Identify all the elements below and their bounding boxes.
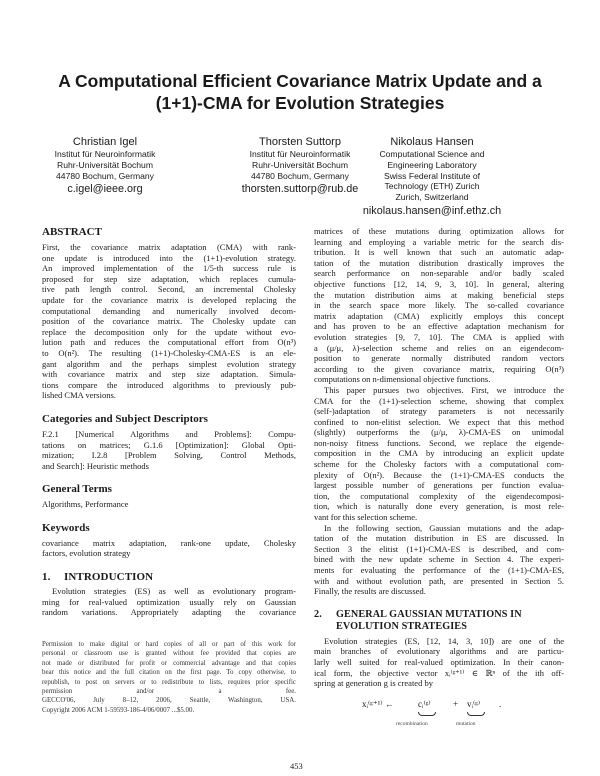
author-affiliation: Computational Science and <box>379 149 485 159</box>
text-line: Finally, the results are discussed. <box>314 586 426 597</box>
text-line: proposed for step size adaptation, which replaces cumula- <box>42 273 296 284</box>
text-line: spring at generation g is created by <box>314 678 433 689</box>
text-line: republish, to post on servers or to redistribute to lists, requires prior specific <box>42 678 296 686</box>
text-line: covariance matrix adaptation, rank-one update, Cholesky <box>42 537 296 548</box>
equation-end: . <box>499 698 502 709</box>
mutation-label: mutation <box>456 720 476 727</box>
text-line: tation of the mutation distribution in ES are discussed. In <box>314 533 564 544</box>
recombination-label: recombination <box>396 720 428 727</box>
text-line: tive path length control. Second, an incremental Cholesky <box>42 284 296 295</box>
text-line: (self-)adaptation of strategy parameters is not necessarily <box>314 406 564 417</box>
text-line: the mutation distribution aims at making beneficial steps <box>314 289 564 300</box>
paragraph <box>314 523 564 597</box>
text-line: ments for evaluating the performance of the (1+1)-CMA-ES, <box>314 565 564 575</box>
equation <box>314 695 564 735</box>
text-line: F.2.1 [Numerical Algorithms and Problems]: Compu- <box>42 428 296 439</box>
text-line: computations on n-dimensional objective functions. <box>314 374 491 385</box>
copyright-footnote <box>42 640 296 715</box>
text-line: factors, evolution strategy <box>42 548 131 559</box>
text-line: Permission to make digital or hard copies of all or part of this work for <box>42 641 296 648</box>
text-line: composition in the CMA by introducing an explicit update <box>314 448 564 459</box>
section-2-heading <box>314 609 564 633</box>
text-line: learning and employing a variable metric for the search dis- <box>314 236 564 247</box>
text-line: Copyright 2006 ACM 1-59593-186-4/06/0007 ...$5.00. <box>42 706 195 714</box>
text-line: random variations. Appropriately adapting the covariance <box>42 607 296 618</box>
text-line: tribution. It is well known that such an automatic adap- <box>314 247 564 258</box>
introduction-text <box>42 586 296 618</box>
author-email: thorsten.suttorp@rub.de <box>241 183 359 196</box>
text-line: with covariance matrix and step size adaptation. Simula- <box>42 369 296 380</box>
text-line: bear this notice and the full citation on the first page. To copy otherwise, to <box>42 669 296 677</box>
text-line: In the following section, Gaussian mutations and the adap- <box>324 522 564 533</box>
text-line: bined with the new update scheme in Section 4. The experi- <box>314 554 564 565</box>
text-line: tion, which is naturally done every generation, is most rele- <box>314 501 564 512</box>
text-line: tations on matrices; G.1.6 [Optimization]: Global Opti- <box>42 439 296 450</box>
text-line: permission and/or a fee. <box>42 688 296 696</box>
text-line: one update is introduced into the (1+1)-evolution strategy. <box>42 252 296 263</box>
author-affiliation: Ruhr-Universität Bochum <box>252 159 348 170</box>
text-line: lished CMA versions. <box>42 390 116 401</box>
section-number: 2. <box>314 608 322 620</box>
categories-text <box>42 429 296 471</box>
text-line: to O(n²). The resulting (1+1)-Cholesky-CMA-ES is an ele- <box>42 347 296 358</box>
author-email: c.igel@ieee.org <box>67 183 143 196</box>
underbrace <box>418 712 436 716</box>
text-line: scheme for the Cholesky factors with a computational com- <box>314 459 564 470</box>
author-email: nikolaus.hansen@inf.ethz.ch <box>362 204 502 217</box>
author-hansen <box>337 136 527 218</box>
text-line: matrix adaptation (CMA) explicitly employs this concept <box>314 310 564 321</box>
author-igel <box>10 136 200 196</box>
right-column <box>314 226 564 735</box>
text-line: larly well suited for real-valued optimization. In their canon- <box>314 656 564 667</box>
text-line: main branches of evolutionary algorithms and are particu- <box>314 646 564 657</box>
author-affiliation: Institut für Neuroinformatik <box>54 149 156 159</box>
equation-plus: + <box>453 698 459 709</box>
section-title-line-2: EVOLUTION STRATEGIES <box>336 620 467 632</box>
text-line: vant for this selection scheme. <box>314 512 418 523</box>
text-line: tation of the mutation distribution drastically improves the <box>314 257 564 268</box>
author-affiliation: Engineering Laboratory <box>387 159 477 170</box>
text-line: (slightly) outperforms the (μ/μ, λ)-CMA-ES on unimodal <box>314 427 564 438</box>
text-line: and Search]: Heuristic methods <box>42 460 149 471</box>
text-line: tions compare the introduced algorithms to previously pub- <box>42 379 296 390</box>
text-line: not made or distributed for profit or commercial advantage and that copies <box>42 659 296 667</box>
footnote-text <box>42 640 296 715</box>
abstract-heading: ABSTRACT <box>42 226 102 238</box>
author-affiliation: 44780 Bochum, Germany <box>251 170 349 181</box>
text-line: update for the covariance matrix is developed replacing the <box>42 294 296 305</box>
left-column <box>42 226 296 618</box>
page-number: 453 <box>290 761 303 771</box>
equation-recombination-term: cᵢ⁽ᵍ⁾ <box>418 698 431 709</box>
text-line: confined to non-elitist selection. We expect that this method <box>314 416 564 427</box>
section-number: 1. <box>42 571 51 584</box>
paragraph <box>314 226 564 385</box>
introduction-heading <box>42 571 296 583</box>
text-line: and has proven to be an effective adaptation mechanism for <box>314 321 564 332</box>
equation-mutation-term: vᵢ⁽ᵍ⁾ <box>467 698 481 709</box>
text-line: mization; I.2.8 [Problem Solving, Control Methods, <box>42 450 296 461</box>
text-line: matrices of these mutations during optimization allows for <box>314 226 564 236</box>
text-line: gant algorithm and the perhaps simplest evolution strategy <box>42 358 296 369</box>
text-line: Evolution strategies (ES, [12, 14, 3, 10]) are one of the <box>324 635 564 646</box>
text-line: largest possible number of generations per function evalua- <box>314 480 564 491</box>
text-line: GECCO'06, July 8–12, 2006, Seattle, Washington, USA. <box>42 697 296 705</box>
text-line: evolution strategies [9, 7, 10]. The CMA is applied with <box>314 331 564 342</box>
text-line: ming for real-valued optimization usually rely on Gaussian <box>42 596 296 607</box>
keywords-text <box>42 538 296 559</box>
author-affiliation: Swiss Federal Institute of <box>383 170 480 181</box>
general-terms-heading: General Terms <box>42 483 112 496</box>
section-title-line-1: GENERAL GAUSSIAN MUTATIONS IN <box>336 608 522 620</box>
text-line: plexity of O(n²). Because the (1+1)-CMA-ES conducts the <box>314 469 564 480</box>
author-affiliation: Technology (ETH) Zurich <box>384 181 480 192</box>
paragraph <box>314 636 564 689</box>
keywords-heading: Keywords <box>42 521 90 534</box>
text-line: This paper pursues two objectives. First, we introduce the <box>324 384 564 395</box>
text-line: Section 3 the elitist (1+1)-CMA-ES is described, and com- <box>314 543 564 554</box>
author-affiliation: Ruhr-Universität Bochum <box>57 159 153 170</box>
text-line: lution path and reduces the computational effort from O(n³) <box>42 337 296 348</box>
author-name: Christian Igel <box>72 136 138 148</box>
title-line-2: (1+1)-CMA for Evolution Strategies <box>155 93 445 113</box>
paragraph <box>314 385 564 523</box>
section-title: INTRODUCTION <box>64 571 154 584</box>
text-line: An improved implementation of the 1/5-th success rule is <box>42 263 296 274</box>
text-line: objective functions [12, 14, 9, 3, 10]. In general, altering <box>314 278 564 289</box>
text-line: Evolution strategies (ES) as well as evolutionary program- <box>52 586 296 597</box>
author-affiliation: 44780 Bochum, Germany <box>56 170 154 181</box>
author-affiliation: Institut für Neuroinformatik <box>249 149 351 159</box>
text-line: Algorithms, Performance <box>42 499 129 510</box>
equation-lhs: xᵢ⁽ᵍ⁺¹⁾ ← <box>362 698 394 709</box>
text-line: position to generate normally distributed random vectors <box>314 353 564 364</box>
abstract-text <box>42 242 296 401</box>
author-affiliation: Zurich, Switzerland <box>395 192 469 203</box>
text-line: in the search space more likely. The so-called covariance <box>314 300 564 311</box>
text-line: computational demanding and numerically involved decom- <box>42 305 296 316</box>
underbrace <box>467 712 485 716</box>
text-line: replace the decomposition only for the update without evo- <box>42 326 296 337</box>
text-line: tion, the computational complexity of the eigendecomposi- <box>314 490 564 501</box>
text-line: with and without evolution path, are presented in Section 5. <box>314 575 564 586</box>
text-line: ical form, the objective vector xᵢ⁽ᵍ⁺¹⁾ ∈ ℝⁿ of the ith off- <box>314 667 564 678</box>
general-terms-text <box>42 499 296 510</box>
title-line-1: A Computational Efficient Covariance Matrix Update and a <box>58 71 542 91</box>
text-line: personal or classroom use is granted without fee provided that copies are <box>42 650 296 658</box>
author-name: Thorsten Suttorp <box>259 136 341 148</box>
text-line: CMA for the (1+1)-selection scheme, showing that complex <box>314 395 564 406</box>
text-line: search performance on non-separable and/or badly scaled <box>314 268 564 279</box>
text-line: non-noisy fitness functions. Second, we replace the eigende- <box>314 437 564 448</box>
text-line: according to the given covariance matrix, requiring O(n³) <box>314 363 564 374</box>
author-name: Nikolaus Hansen <box>390 136 474 148</box>
text-line: First, the covariance matrix adaptation (CMA) with rank- <box>42 242 296 252</box>
text-line: a (μ/μ, λ)-selection scheme and relies on an eigendecom- <box>314 342 564 353</box>
text-line: position of the covariance matrix. The Cholesky update can <box>42 316 296 327</box>
categories-heading: Categories and Subject Descriptors <box>42 412 208 425</box>
paper-title <box>0 70 600 114</box>
